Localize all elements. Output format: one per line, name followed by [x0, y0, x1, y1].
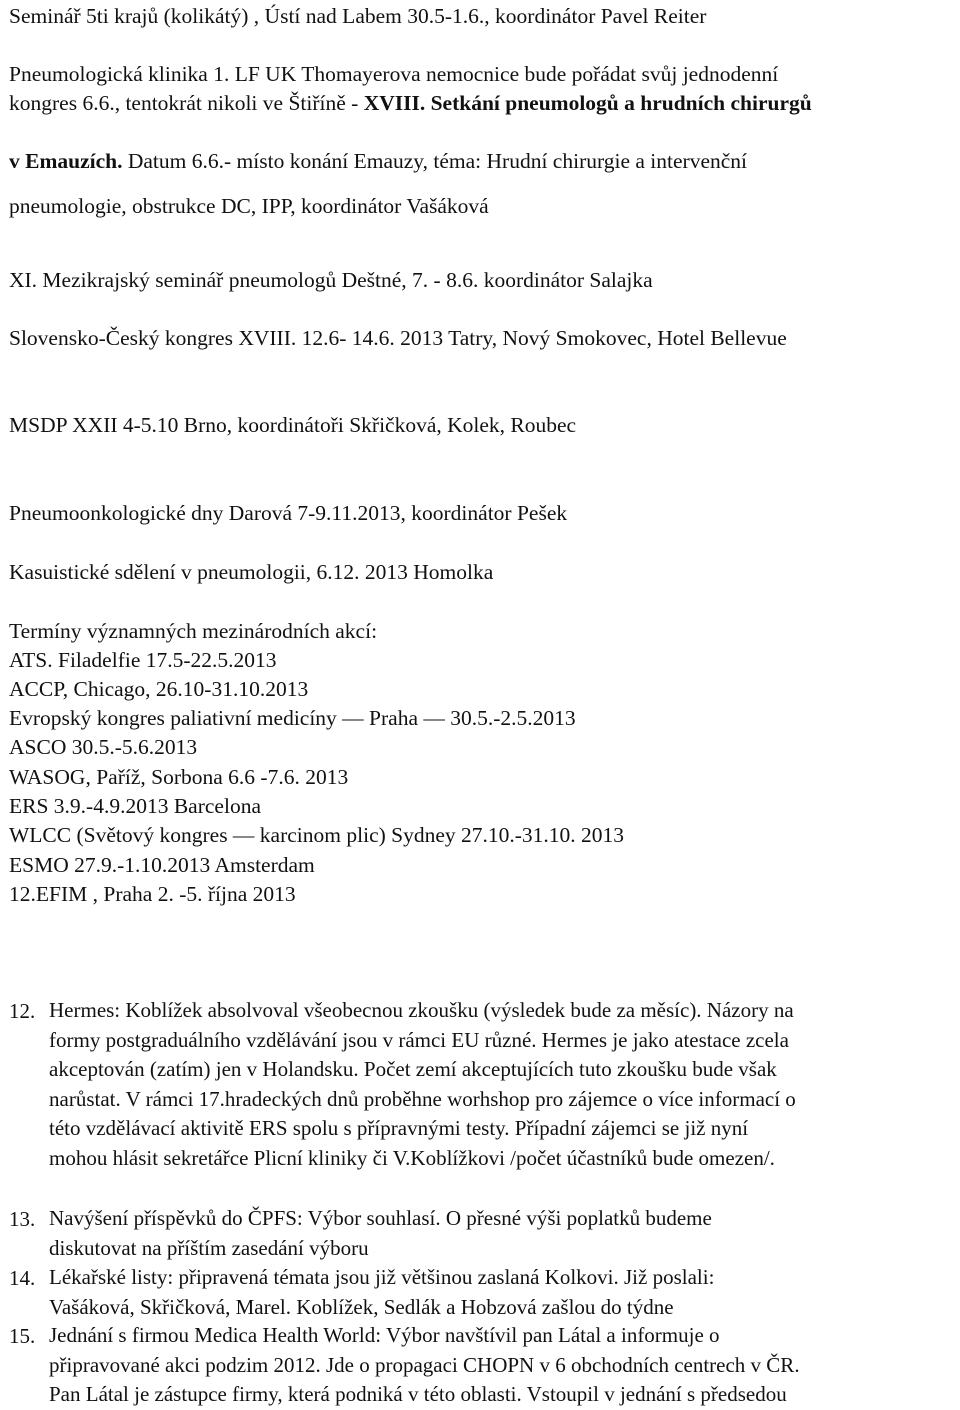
text-line [9, 89, 812, 117]
item-text [49, 1263, 714, 1322]
text-line: Pneumoonkologické dny Darová 7-9.11.2013, koordinátor Pešek [9, 501, 568, 525]
bold-text-span: XVIII. Setkání pneumologů a hrudních chirurgů [363, 91, 812, 115]
text-line: Kasuistické sdělení v pneumologii, 6.12. 2013 Homolka [9, 560, 494, 584]
event-line: ATS. Filadelfie 17.5-22.5.2013 [9, 648, 277, 672]
item-text [49, 1204, 712, 1263]
item-line: akceptován (zatím) jen v Holandsku. Počet zemí akceptujících tuto zkoušku bude však [49, 1057, 777, 1081]
item-number: 14. [9, 1266, 36, 1290]
text-line: Seminář 5ti krajů (kolikátý) , Ústí nad Labem 30.5-1.6., koordinátor Pavel Reiter [9, 4, 707, 28]
item-line: diskutovat na příštím zasedání výboru [49, 1235, 369, 1260]
item-number: 13. [9, 1207, 36, 1231]
item-text [49, 996, 796, 1173]
text-line: XI. Mezikrajský seminář pneumologů Deštné, 7. - 8.6. koordinátor Salajka [9, 268, 653, 292]
event-line: 12.EFIM , Praha 2. -5. října 2013 [9, 882, 296, 906]
text-line: pneumologie, obstrukce DC, IPP, koordinátor Vašáková [9, 194, 489, 218]
item-number: 12. [9, 999, 36, 1023]
event-line: Evropský kongres paliativní medicíny — Praha — 30.5.-2.5.2013 [9, 706, 576, 730]
item-line: připravované akci podzim 2012. Jde o propagaci CHOPN v 6 obchodních centrech v ČR. [49, 1352, 800, 1377]
item-line: narůstat. V rámci 17.hradeckých dnů proběhne worhshop pro zájemce o více informací o [49, 1086, 796, 1111]
section-heading: Termíny významných mezinárodních akcí: [9, 619, 378, 643]
event-line: WASOG, Paříž, Sorbona 6.6 -7.6. 2013 [9, 765, 349, 789]
item-line: Pan Látal je zástupce firmy, která podniká v této oblasti. Vstoupil v jednání s předsedou [49, 1382, 787, 1406]
text-line: Slovensko-Český kongres XVIII. 12.6- 14.6. 2013 Tatry, Nový Smokovec, Hotel Bellevue [9, 326, 787, 350]
text-line: MSDP XXII 4-5.10 Brno, koordinátoři Skřičková, Kolek, Roubec [9, 413, 577, 437]
text-span: kongres 6.6., tentokrát nikoli ve Štiříně - [9, 91, 364, 115]
item-line: Vašáková, Skřičková, Marel. Koblížek, Sedlák a Hobzová zašlou do týdne [49, 1294, 674, 1319]
item-line: formy postgraduálního vzdělávání jsou v rámci EU různé. Hermes je jako atestace zcela [49, 1027, 789, 1052]
text-line: Pneumologická klinika 1. LF UK Thomayerova nemocnice bude pořádat svůj jednodenní [9, 62, 779, 86]
item-line: mohou hlásit sekretářce Plicní kliniky či V.Koblížkovi /počet účastníků bude omezen/. [49, 1145, 775, 1170]
event-line: ACCP, Chicago, 26.10-31.10.2013 [9, 677, 309, 701]
bold-text-span: v Emauzích. [9, 149, 123, 173]
event-line: ERS 3.9.-4.9.2013 Barcelona [9, 794, 261, 818]
text-line [9, 147, 747, 175]
event-line: WLCC (Světový kongres — karcinom plic) Sydney 27.10.-31.10. 2013 [9, 823, 625, 847]
text-span: Datum 6.6.- místo konání Emauzy, téma: Hrudní chirurgie a intervenční [122, 149, 748, 173]
item-line: Lékařské listy: připravená témata jsou již většinou zaslaná Kolkovi. Již poslali: [49, 1265, 715, 1289]
item-line: Navýšení příspěvků do ČPFS: Výbor souhlasí. O přesné výši poplatků budeme [49, 1206, 712, 1230]
item-text [49, 1321, 800, 1410]
event-line: ASCO 30.5.-5.6.2013 [9, 735, 198, 759]
item-line: Hermes: Koblížek absolvoval všeobecnou zkoušku (výsledek bude za měsíc). Názory na [49, 998, 794, 1022]
event-line: ESMO 27.9.-1.10.2013 Amsterdam [9, 853, 315, 877]
item-line: Jednání s firmou Medica Health World: Výbor navštívil pan Látal a informuje o [49, 1323, 720, 1347]
item-number: 15. [9, 1324, 36, 1348]
item-line: této vzdělávací aktivitě ERS spolu s přípravnými testy. Případní zájemci se již nyní [49, 1116, 749, 1140]
